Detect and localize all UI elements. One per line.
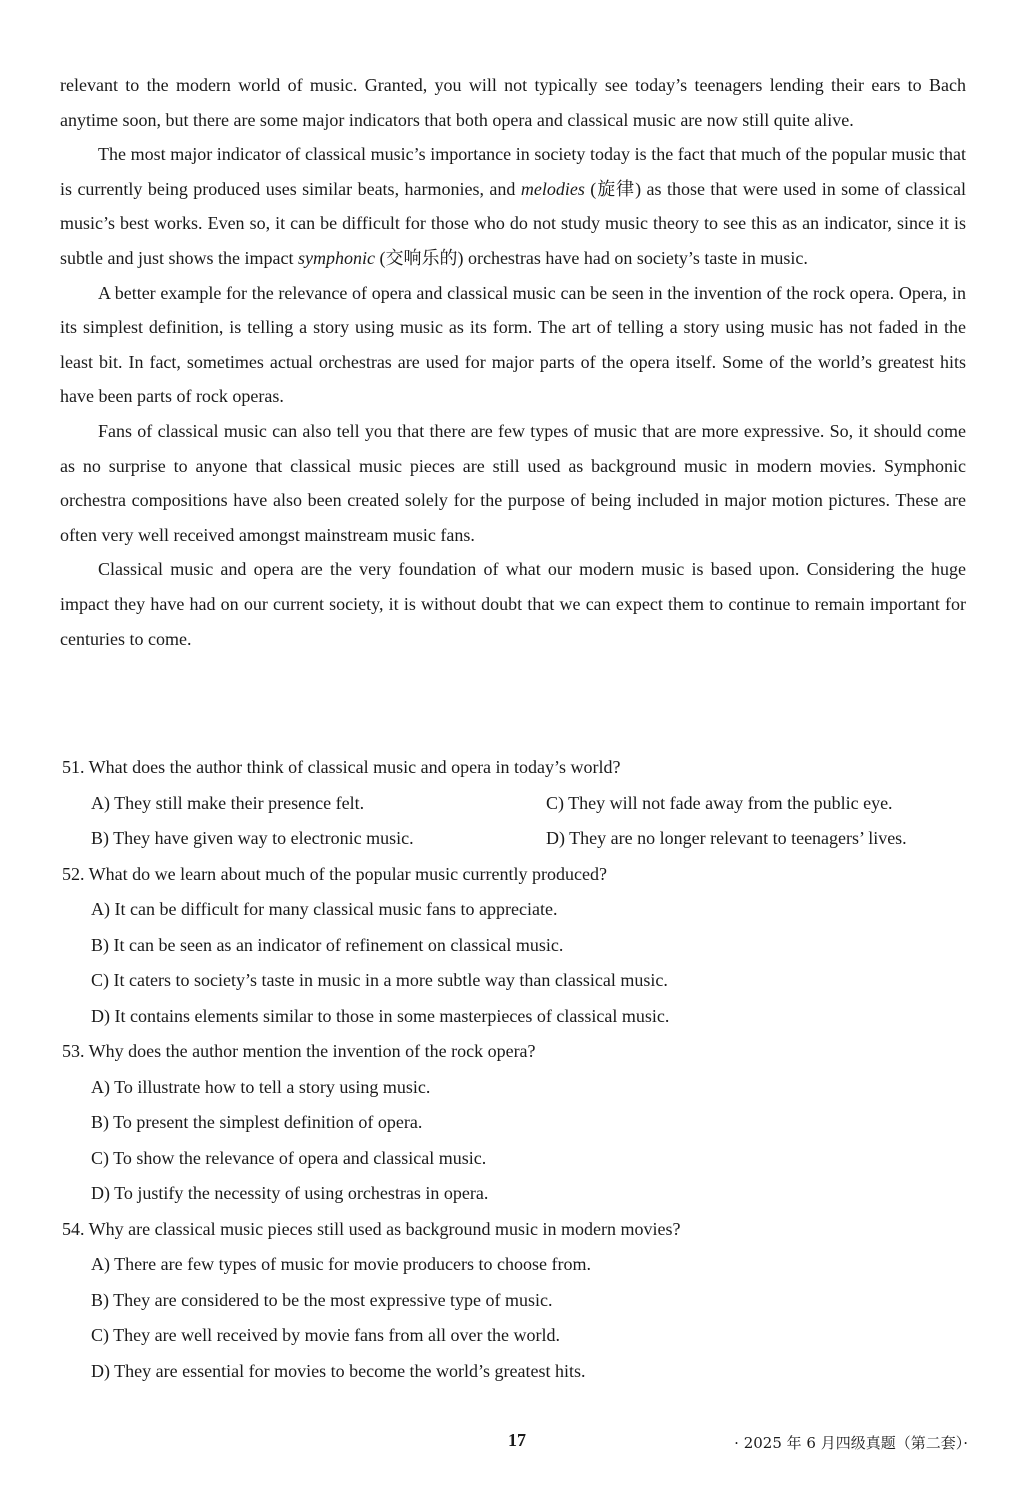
option-a[interactable]: A) To illustrate how to tell a story using music. (91, 1076, 431, 1097)
option-b[interactable]: B) It can be seen as an indicator of refinement on classical music. (91, 934, 564, 955)
question-54 (62, 1212, 962, 1390)
option-d[interactable]: D) They are essential for movies to become the world’s greatest hits. (91, 1360, 586, 1381)
glossed-term: symphonic (297, 247, 375, 268)
option-row (62, 821, 962, 857)
option-d[interactable]: D) To justify the necessity of using orchestras in opera. (91, 1183, 489, 1203)
passage-text: The most major indicator of classical music’s importance in society today is the fact that much of the popular music that is currently being produced uses similar beats, harmonies, and (60, 144, 966, 199)
option-d[interactable]: D) They are no longer relevant to teenagers’ lives. (546, 828, 907, 848)
option-b[interactable]: B) They have given way to electronic music. (91, 828, 414, 848)
option-c[interactable]: C) It caters to society’s taste in music in a more subtle way than classical music. (91, 970, 668, 990)
question-stem: 52. What do we learn about much of the popular music currently produced? (62, 863, 607, 884)
option-a[interactable]: A) They still make their presence felt. (91, 792, 365, 813)
question-list (62, 750, 962, 1389)
page-number: 17 (508, 1430, 526, 1450)
option-c[interactable]: C) To show the relevance of opera and classical music. (91, 1147, 487, 1168)
passage-text: (旋律) as those that were used in some of classical music’s best works. Even so, it can be difficult for those who do not study music theory to see this as an indicator, since it is subtle and just shows the impact (60, 178, 966, 268)
glossed-term: melodies (520, 178, 585, 199)
question-53 (62, 1034, 962, 1212)
question-51 (62, 750, 962, 857)
option-a[interactable]: A) It can be difficult for many classical music fans to appreciate. (91, 899, 558, 919)
option-row (62, 786, 962, 822)
option-d[interactable]: D) It contains elements similar to those in some masterpieces of classical music. (91, 1005, 670, 1026)
passage-paragraph: Fans of classical music can also tell you that there are few types of music that are more expressive. So, it should come as no surprise to anyone that classical music pieces are still used as background music in modern movies. Symphonic orchestra compositions have also been created solely for the purpose of being included in major motion pictures. These are often very well received amongst mainstream music fans. (60, 420, 966, 545)
reading-passage (60, 68, 966, 656)
option-a[interactable]: A) There are few types of music for movie producers to choose from. (91, 1254, 592, 1274)
option-b[interactable]: B) They are considered to be the most expressive type of music. (91, 1289, 553, 1310)
question-52 (62, 857, 962, 1035)
passage-paragraph: relevant to the modern world of music. Granted, you will not typically see today’s teenagers lending their ears to Bach anytime soon, but there are some major indicators that both opera and classical music are now still quite alive. (60, 75, 966, 130)
option-b[interactable]: B) To present the simplest definition of opera. (91, 1112, 423, 1132)
option-c[interactable]: C) They are well received by movie fans from all over the world. (91, 1325, 561, 1345)
question-stem: 54. Why are classical music pieces still used as background music in modern movies? (62, 1218, 681, 1239)
passage-paragraph (60, 137, 966, 275)
question-stem: 51. What does the author think of classical music and opera in today’s world? (62, 757, 621, 777)
exam-tag: · 2025 年 6 月四级真题（第二套）· (734, 1434, 968, 1452)
passage-text: (交响乐的) orchestras have had on society’s taste in music. (374, 247, 808, 268)
passage-paragraph: A better example for the relevance of opera and classical music can be seen in the invention of the rock opera. Opera, in its simplest definition, is telling a story using music as its form. The art of telling a story using music has not faded in the least bit. In fact, sometimes actual orchestras are used for major parts of the opera itself. Some of the world’s greatest hits have been parts of rock operas. (60, 282, 966, 407)
question-stem: 53. Why does the author mention the invention of the rock opera? (62, 1041, 536, 1061)
option-c[interactable]: C) They will not fade away from the public eye. (546, 792, 893, 813)
passage-paragraph: Classical music and opera are the very foundation of what our modern music is based upon. Considering the huge impact they have had on our current society, it is without doubt that we can expect them to continue to remain important for centuries to come. (60, 559, 966, 649)
